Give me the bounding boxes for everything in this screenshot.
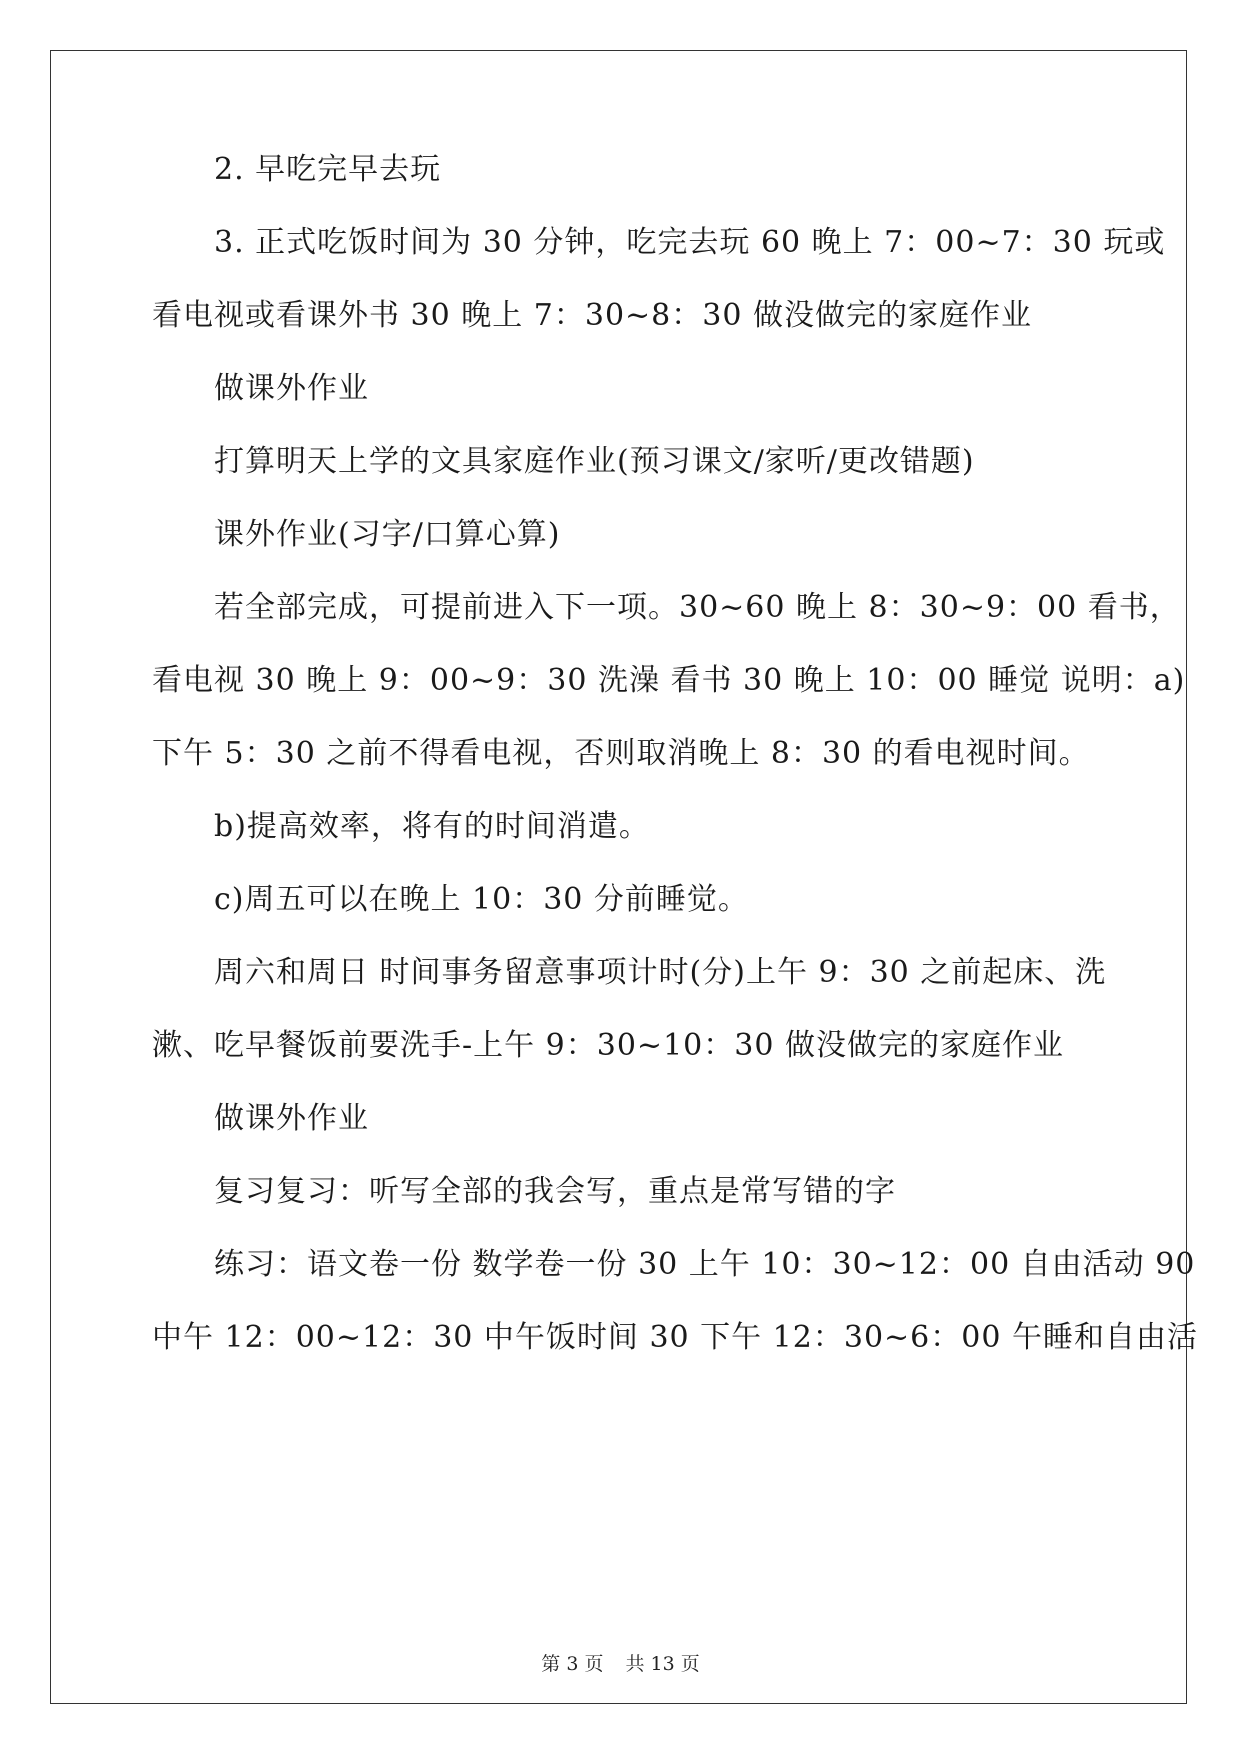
text-line: 2. 早吃完早去玩 bbox=[214, 152, 442, 187]
text-line: 周六和周日 时间事务留意事项计时(分)上午 9：30 之前起床、洗 bbox=[214, 955, 1107, 990]
text-line: 若全部完成，可提前进入下一项。30~60 晚上 8：30~9：00 看书， bbox=[214, 590, 1181, 625]
text-line: 3. 正式吃饭时间为 30 分钟，吃完去玩 60 晚上 7：00~7：30 玩或 bbox=[214, 225, 1166, 260]
text-line: 练习：语文卷一份 数学卷一份 30 上午 10：30~12：00 自由活动 90 bbox=[214, 1247, 1196, 1282]
text-line: 打算明天上学的文具家庭作业(预习课文/家听/更改错题) bbox=[214, 444, 975, 479]
text-line: c)周五可以在晚上 10：30 分前睡觉。 bbox=[214, 882, 749, 917]
text-line: 做课外作业 bbox=[214, 1101, 369, 1136]
text-line: 看电视或看课外书 30 晚上 7：30~8：30 做没做完的家庭作业 bbox=[152, 298, 1032, 333]
page-number: 第 3 页 bbox=[541, 1653, 604, 1675]
text-line: 下午 5：30 之前不得看电视，否则取消晚上 8：30 的看电视时间。 bbox=[152, 736, 1090, 771]
text-line: 课外作业(习字/口算心算) bbox=[214, 517, 561, 552]
text-line: 漱、吃早餐饭前要洗手-上午 9：30~10：30 做没做完的家庭作业 bbox=[152, 1028, 1064, 1063]
text-line: b)提高效率，将有的时间消遣。 bbox=[214, 809, 650, 844]
text-line: 中午 12：00~12：30 中午饭时间 30 下午 12：30~6：00 午睡和自由活 bbox=[152, 1320, 1198, 1355]
page-total: 共 13 页 bbox=[625, 1653, 700, 1675]
text-line: 做课外作业 bbox=[214, 371, 369, 406]
text-line: 复习复习：听写全部的我会写，重点是常写错的字 bbox=[214, 1174, 896, 1209]
page-footer bbox=[0, 1652, 1241, 1676]
text-line: 看电视 30 晚上 9：00~9：30 洗澡 看书 30 晚上 10：00 睡觉 说明：a) bbox=[152, 663, 1186, 698]
